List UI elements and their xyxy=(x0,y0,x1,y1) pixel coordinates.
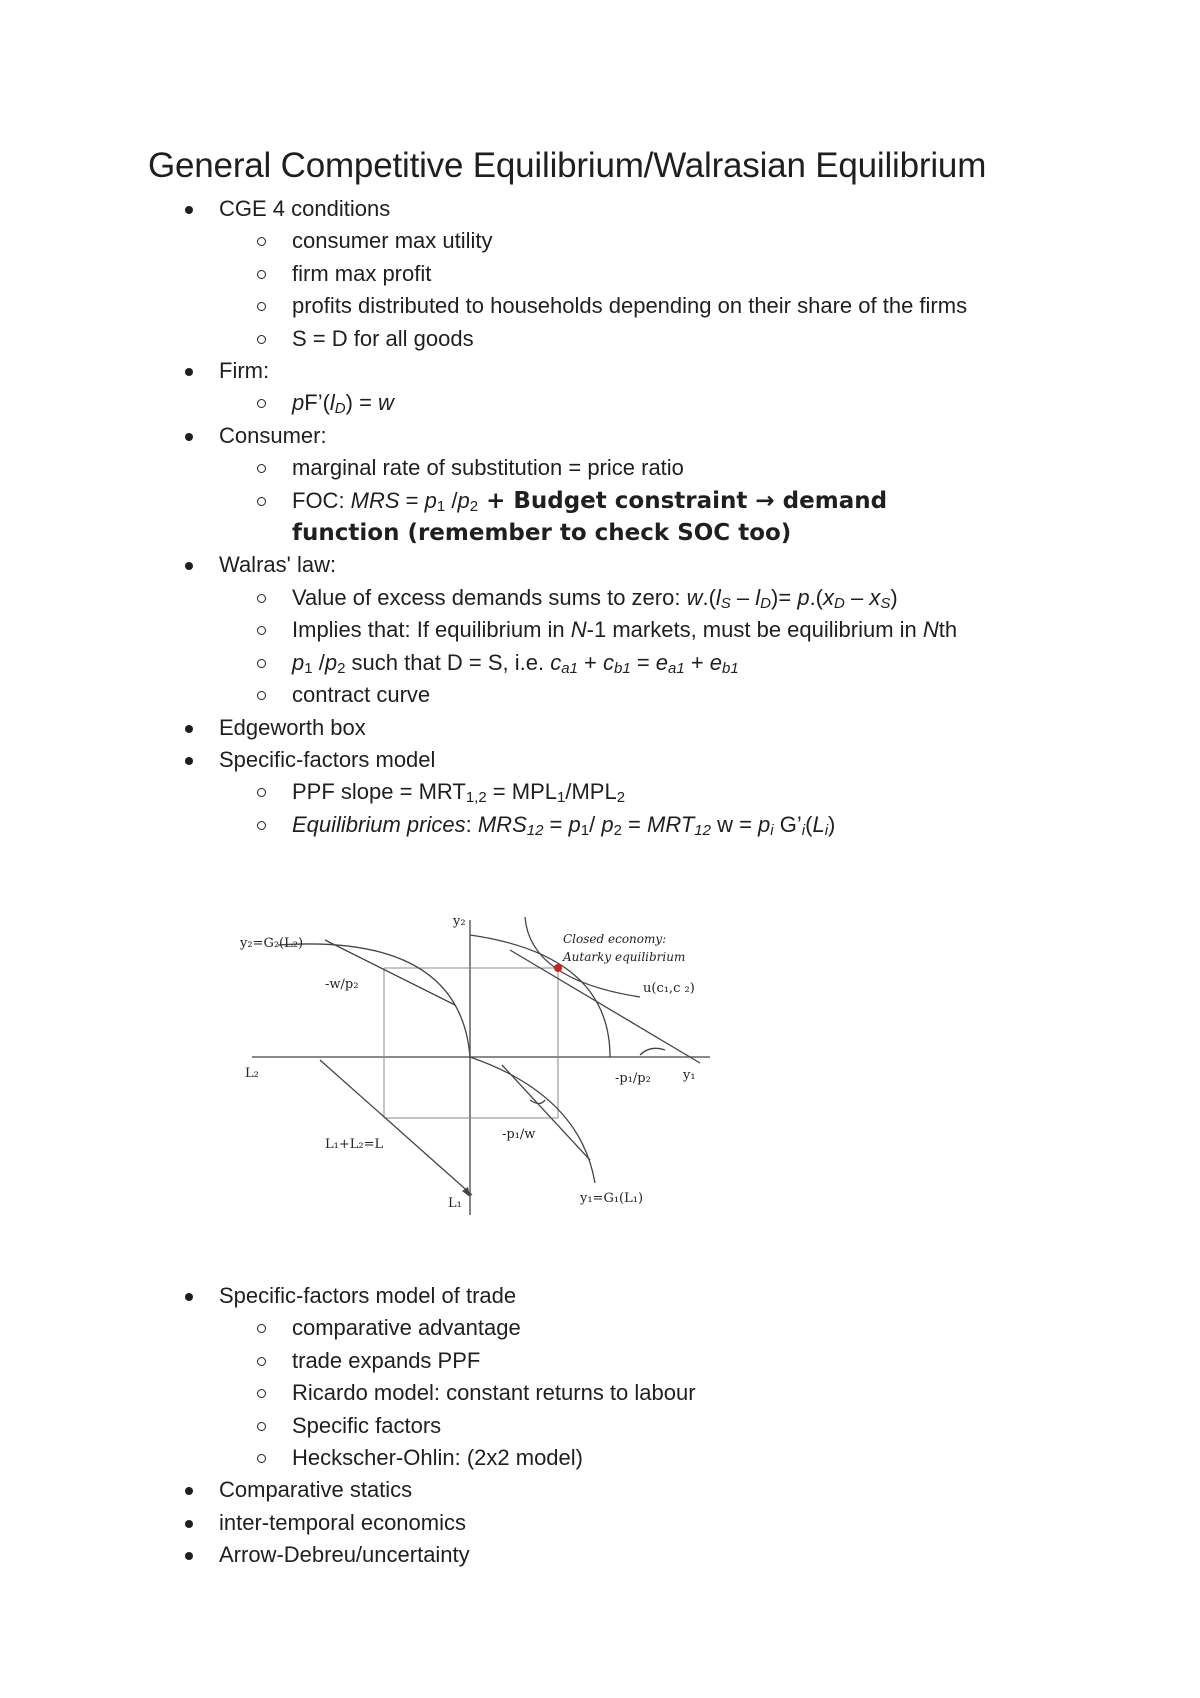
l1-axis-label: L₁ xyxy=(448,1196,462,1211)
wage-price-tangent xyxy=(325,940,455,1005)
list-item: Specific-factors model xyxy=(0,744,1200,776)
price-line xyxy=(510,950,700,1063)
autarky-label: Autarky equilibrium xyxy=(563,950,686,964)
list-item: Specific factors xyxy=(0,1410,1200,1442)
labor-constraint-line xyxy=(320,1060,472,1195)
list-item: Arrow-Debreu/uncertainty xyxy=(0,1539,1200,1571)
utility-label: u(c₁,c ₂) xyxy=(643,981,695,996)
closed-economy-label: Closed economy: xyxy=(563,932,667,946)
ppf-item: PPF slope = $MRT_{1,2} = MPL_1/MPL_2$ xyxy=(0,776,1200,808)
wp2-label: -w/p₂ xyxy=(325,977,359,992)
price-ratio-item: $p_1$ $/p_2$ such that D = S, i.e. $c_{a1} + c_{b1} = e_{a1} + e_{b1}$ xyxy=(0,647,1200,679)
labor-constraint-label: L₁+L₂=L xyxy=(325,1137,384,1152)
list-item: contract curve xyxy=(0,679,1200,711)
y1-axis-label: y₁ xyxy=(683,1068,696,1083)
diagram-svg xyxy=(240,895,720,1225)
list-item: CGE 4 conditions xyxy=(0,193,1200,225)
list-item: Comparative statics xyxy=(0,1474,1200,1506)
list-item: Specific-factors model of trade xyxy=(0,1280,1200,1312)
y2-axis-label: y₂ xyxy=(453,914,466,929)
notes-list-2 xyxy=(0,1280,1200,1572)
list-item: S = D for all goods xyxy=(0,323,1200,355)
list-item: trade expands PPF xyxy=(0,1345,1200,1377)
list-item: profits distributed to households depending on their share of the firms xyxy=(0,290,1200,322)
list-item: inter-temporal economics xyxy=(0,1507,1200,1539)
list-item: Walras' law: xyxy=(0,549,1200,581)
firm-condition: $pF’(l_D) = w$ xyxy=(0,387,1200,419)
list-item: comparative advantage xyxy=(0,1312,1200,1344)
page-title: General Competitive Equilibrium/Walrasian Equilibrium xyxy=(148,146,987,185)
equilibrium-prices-item: Equilibrium prices: $MRS_{12} = p_1/$ $p_2 = MRT_{12}$ $w = p_i$ $G’_i(L_i)$ xyxy=(0,809,1200,841)
p1p2-label: -p₁/p₂ xyxy=(615,1071,651,1086)
list-item: Heckscher-Ohlin: (2x2 model) xyxy=(0,1442,1200,1474)
notes-list xyxy=(0,193,1200,841)
autarky-equilibrium-point xyxy=(554,964,562,972)
specific-factors-diagram xyxy=(240,895,720,1225)
implies-item: Implies that: If equilibrium in N-1 markets, must be equilibrium in Nth xyxy=(0,614,1200,646)
list-item: firm max profit xyxy=(0,258,1200,290)
foc-condition: FOC: MRS = $p_1$ $/p_2$ + Budget constraint → demand function (remember to check SOC too) xyxy=(0,485,992,550)
list-item: Firm: xyxy=(0,355,1200,387)
angle-arc xyxy=(530,1100,545,1104)
g2-production-curve xyxy=(278,944,470,1057)
list-item: consumer max utility xyxy=(0,225,1200,257)
list-item: marginal rate of substitution = price ratio xyxy=(0,452,1200,484)
g2-curve-label: y₂=G₂(L₂) xyxy=(240,936,304,951)
p1w-label: -p₁/w xyxy=(502,1127,536,1142)
l2-axis-label: L₂ xyxy=(245,1066,259,1081)
g1-production-curve xyxy=(470,1057,595,1183)
list-item: Edgeworth box xyxy=(0,712,1200,744)
excess-demand-item: Value of excess demands sums to zero: $w.(l_S - l_D)= p.(x_D - x_S)$ xyxy=(0,582,1200,614)
p1-w-tangent xyxy=(502,1065,590,1160)
arrow-head xyxy=(462,1187,470,1197)
g1-curve-label: y₁=G₁(L₁) xyxy=(580,1191,644,1206)
list-item: Consumer: xyxy=(0,420,1200,452)
list-item: Ricardo model: constant returns to labour xyxy=(0,1377,1200,1409)
angle-arc xyxy=(640,1048,665,1055)
